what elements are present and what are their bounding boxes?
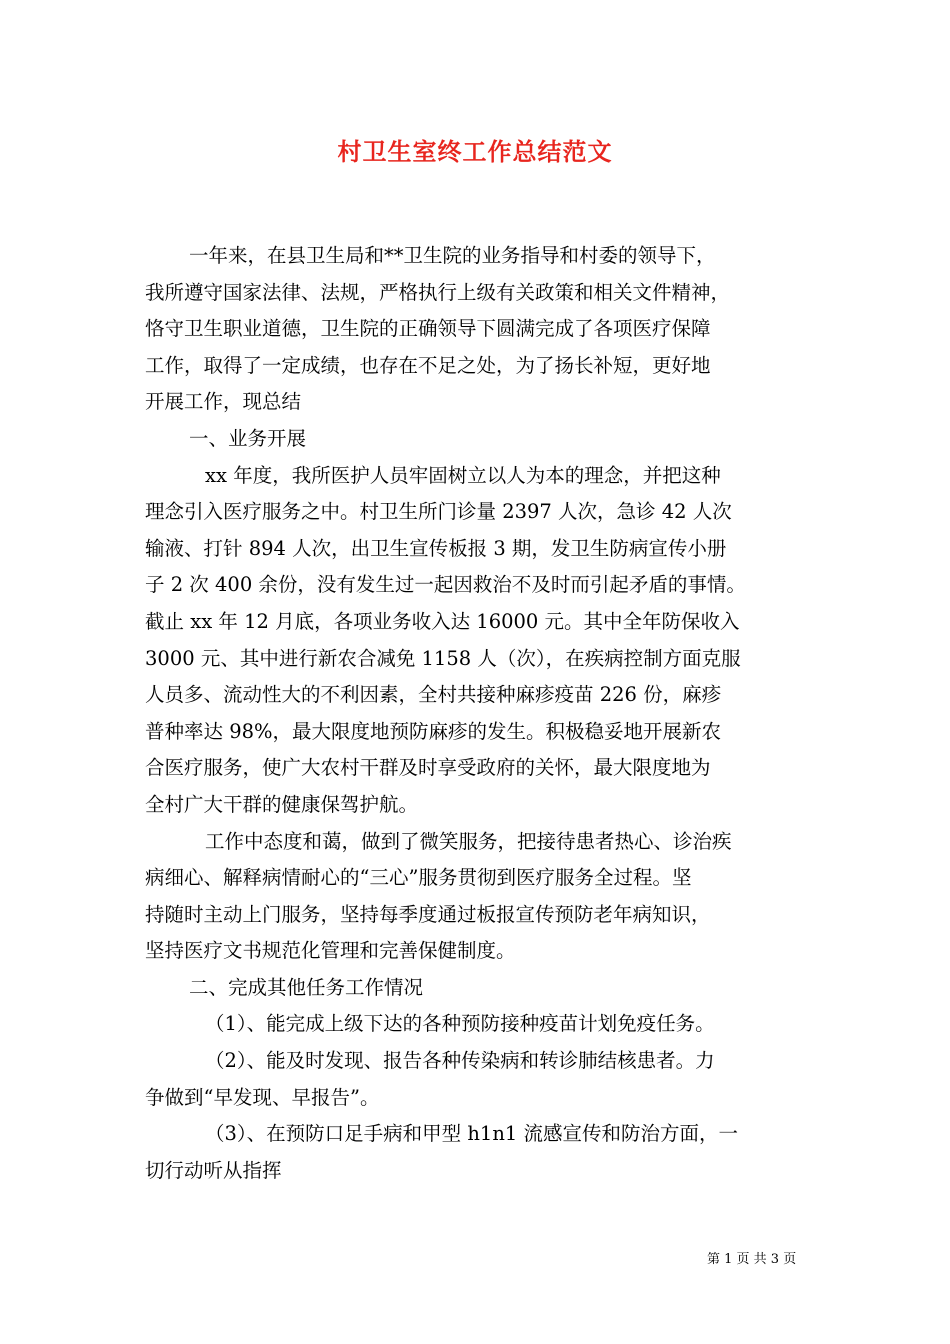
intro-line: 一年来，在县卫生局和**卫生院的业务指导和村委的领导下，	[189, 244, 716, 267]
intro-line: 恪守卫生职业道德，卫生院的正确领导下圆满完成了各项医疗保障	[145, 317, 711, 341]
section1-heading: 一、业务开展	[189, 426, 307, 450]
section1-para1-line: 全村广大干群的健康保驾护航。	[145, 792, 419, 816]
section1-para2-line: 病细心、解释病情耐心的“三心”服务贯彻到医疗服务全过程。坚	[145, 866, 692, 890]
list-item-1: （1）、能完成上级下达的各种预防接种疫苗计划免疫任务。	[205, 1012, 715, 1036]
page-footer: 第 1 页 共 3 页	[707, 1252, 797, 1267]
section1-para1-line: 理念引入医疗服务之中。村卫生所门诊量 2397 人次，急诊 42 人次	[145, 500, 732, 524]
document-title: 村卫生室终工作总结范文	[337, 137, 613, 166]
section1-para1-line: 3000 元、其中进行新农合减免 1158 人（次），在疾病控制方面克服	[145, 646, 741, 670]
section1-para1-line: 人员多、流动性大的不利因素，全村共接种麻疹疫苗 226 份，麻疹	[145, 683, 722, 707]
section1-para1-line: 输液、打针 894 人次，出卫生宣传板报 3 期，发卫生防病宣传小册	[145, 536, 727, 560]
section1-para1-line: 截止 xx 年 12 月底，各项业务收入达 16000 元。其中全年防保收入	[145, 609, 740, 633]
section1-para1-line: 合医疗服务，使广大农村干群及时享受政府的关怀，最大限度地为	[145, 756, 711, 780]
intro-line: 我所遵守国家法律、法规，严格执行上级有关政策和相关文件精神，	[145, 280, 731, 304]
list-item-2-line: 争做到“早发现、早报告”。	[145, 1085, 380, 1109]
document-body	[145, 238, 805, 1189]
section1-para2-line: 工作中态度和蔼，做到了微笑服务，把接待患者热心、诊治疾	[205, 829, 732, 853]
section1-para1-line: 普种率达 98%，最大限度地预防麻疹的发生。积极稳妥地开展新农	[145, 719, 722, 743]
list-item-2-line: （2）、能及时发现、报告各种传染病和转诊肺结核患者。力	[205, 1049, 715, 1073]
section1-para1-line: xx 年度，我所医护人员牢固树立以人为本的理念，并把这种	[205, 463, 721, 487]
list-item-3-line: 切行动听从指挥	[145, 1158, 282, 1182]
list-item-3-line: （3）、在预防口足手病和甲型 h1n1 流感宣传和防治方面，一	[205, 1122, 738, 1146]
intro-line: 开展工作，现总结	[145, 390, 302, 414]
section1-para1-line: 子 2 次 400 余份，没有发生过一起因救治不及时而引起矛盾的事情。	[145, 573, 746, 597]
section1-para2-line: 坚持医疗文书规范化管理和完善保健制度。	[145, 939, 516, 963]
section1-para2-line: 持随时主动上门服务，坚持每季度通过板报宣传预防老年病知识，	[145, 902, 711, 926]
intro-line: 工作，取得了一定成绩，也存在不足之处，为了扬长补短，更好地	[145, 353, 711, 377]
section2-heading: 二、完成其他任务工作情况	[189, 975, 424, 999]
